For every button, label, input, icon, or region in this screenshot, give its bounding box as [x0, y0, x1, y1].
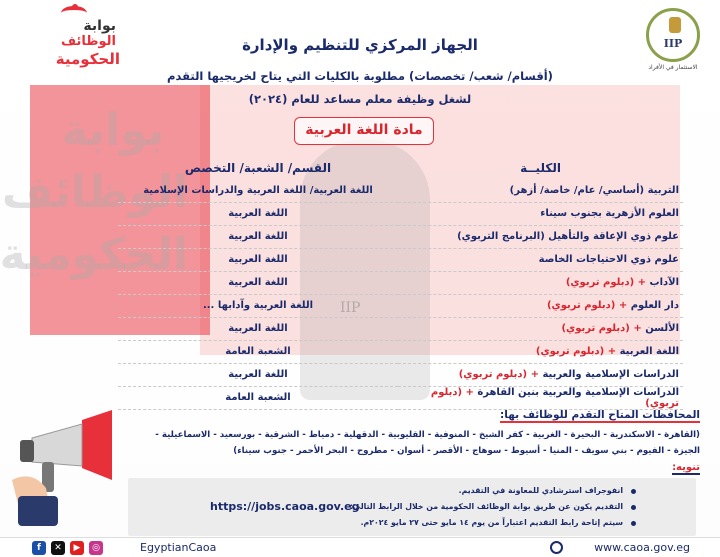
table-row [118, 225, 683, 248]
bullet-icon [631, 505, 636, 510]
footer-bar [0, 537, 720, 557]
faculty-cell [398, 294, 683, 317]
x-icon[interactable]: ✕ [51, 541, 65, 555]
faculty-name: العلوم الأزهرية بجنوب سيناء [540, 208, 679, 219]
faculty-cell [398, 340, 683, 363]
department-cell: اللغة العربية [118, 271, 398, 294]
subtitle-line-2: لشغل وظيفة معلم مساعد للعام (٢٠٢٤) [248, 92, 472, 106]
faculty-name: الألسن [645, 323, 679, 334]
note-item: التقديم يكون عن طريق بوابة الوظائف الحكومية من خلال الرابط التالي: [350, 502, 636, 511]
faculty-name: علوم ذوي الاحتياجات الخاصة [538, 254, 679, 265]
instagram-icon[interactable]: ◎ [89, 541, 103, 555]
table-row [118, 179, 683, 202]
faculty-name: الدراسات الإسلامية والعربية [542, 369, 679, 380]
table-row [118, 340, 683, 363]
diploma-requirement: + (دبلوم تربوي) [565, 277, 647, 288]
department-cell: اللغة العربية [118, 363, 398, 386]
megaphone-icon [12, 410, 122, 530]
faculty-name: اللغة العربية [619, 346, 679, 357]
table-row [118, 386, 683, 409]
apply-link[interactable]: https://jobs.caoa.gov.eg [210, 500, 360, 513]
faculties-table [118, 157, 683, 410]
bullet-icon [631, 489, 636, 494]
jobs-portal-logo [6, 4, 126, 70]
table-row [118, 294, 683, 317]
subtitle-line-1: (أقسام/ شعب/ تخصصات) مطلوبة بالكليات التي يتاح لخريجيها التقدم [167, 69, 553, 83]
social-handle[interactable]: EgyptianCaoa [140, 541, 217, 554]
faculty-cell [398, 317, 683, 340]
notes-title: تنويه: [672, 462, 700, 473]
department-cell: الشعبة العامة [118, 340, 398, 363]
logo-line-1: بوابة [83, 18, 116, 34]
bullet-icon [631, 521, 636, 526]
subject-badge: مادة اللغة العربية [294, 117, 434, 145]
governorates-title: المحافظات المتاح التقدم للوظائف بها: [500, 409, 700, 421]
diploma-requirement: + (دبلوم تربوي) [535, 346, 617, 357]
faculty-cell [398, 386, 683, 409]
facebook-icon[interactable]: f [32, 541, 46, 555]
caoa-logo [634, 8, 712, 74]
logo-line-2: الوظائف [61, 34, 116, 49]
department-cell: اللغة العربية [118, 248, 398, 271]
youtube-icon[interactable]: ▶ [70, 541, 84, 555]
department-cell: الشعبة العامة [118, 386, 398, 409]
department-cell: اللغة العربية وآدابها ... [118, 294, 398, 317]
watermark-line-3: الحكومية [0, 229, 188, 280]
faculty-name: التربية (أساسي/ عام/ خاصة/ أزهر) [509, 184, 679, 196]
governorates-line-2: الجيزة - الفيوم - بني سويف - المنيا - أسيوط - سوهاج - الأقصر - أسوان - مطروح - البحر الأحمر - جنوب سيناء) [233, 446, 700, 456]
faculty-name: الدراسات الإسلامية والعربية بنين القاهرة [477, 386, 679, 398]
table-row [118, 271, 683, 294]
note-item: سيتم إتاحة رابط التقديم اعتباراً من يوم ١٤ مايو حتى ٢٧ مايو ٢٠٢٤م. [361, 518, 636, 527]
watermark-iip: IIP [340, 300, 361, 316]
diploma-requirement: + (دبلوم تربوي) [430, 386, 679, 409]
diploma-requirement: + (دبلوم تربوي) [561, 323, 642, 334]
social-icons [32, 541, 103, 555]
faculty-cell [398, 202, 683, 225]
governorates-line-1: (القاهرة - الاسكندرية - البحيرة - الغربية - كفر الشيخ - المنوفية - القليوبية - الدقهلية - دمياط - الشرقية - بورسعيد - الاسماعيلية - [155, 430, 700, 440]
table-row [118, 317, 683, 340]
faculty-cell [398, 179, 683, 202]
department-cell: اللغة العربية [118, 317, 398, 340]
table-header-row [118, 157, 683, 179]
logo-dot-icon [72, 4, 78, 10]
faculty-name: علوم ذوي الإعاقة والتأهيل (البرنامج التربوي) [457, 231, 679, 242]
faculty-name: الآداب [649, 277, 679, 288]
website-link[interactable]: www.caoa.gov.eg [594, 541, 690, 554]
department-cell: اللغة العربية [118, 202, 398, 225]
caoa-abbr: IIP [663, 37, 683, 50]
faculty-cell [398, 363, 683, 386]
page-title: الجهاز المركزي للتنظيم والإدارة [242, 36, 478, 54]
faculty-cell [398, 225, 683, 248]
caoa-caption: الاستثمار في الأفراد [648, 64, 698, 71]
department-cell: اللغة العربية [118, 225, 398, 248]
watermark-line-1: بوابة [61, 105, 165, 156]
eagle-icon [669, 17, 681, 33]
globe-icon [550, 541, 563, 554]
watermark-line-2: الوظائف [1, 167, 188, 218]
faculty-cell [398, 271, 683, 294]
department-header: القسم/ الشعبة/ التخصص [184, 161, 332, 175]
diploma-requirement: + (دبلوم تربوي) [458, 369, 539, 380]
caoa-seal-icon [646, 8, 700, 62]
faculty-name: دار العلوم [630, 300, 679, 311]
table-row [118, 202, 683, 225]
department-cell: اللغة العربية/ اللغة العربية والدراسات الإسلامية [118, 179, 398, 202]
diploma-requirement: + (دبلوم تربوي) [546, 300, 628, 311]
faculty-header: الكليــة [520, 161, 561, 175]
table-row [118, 363, 683, 386]
logo-line-3: الحكومية [55, 50, 120, 68]
table-row [118, 248, 683, 271]
faculty-cell [398, 248, 683, 271]
note-item: انفوجراف استرشادي للمعاونة في التقديم. [459, 486, 636, 495]
